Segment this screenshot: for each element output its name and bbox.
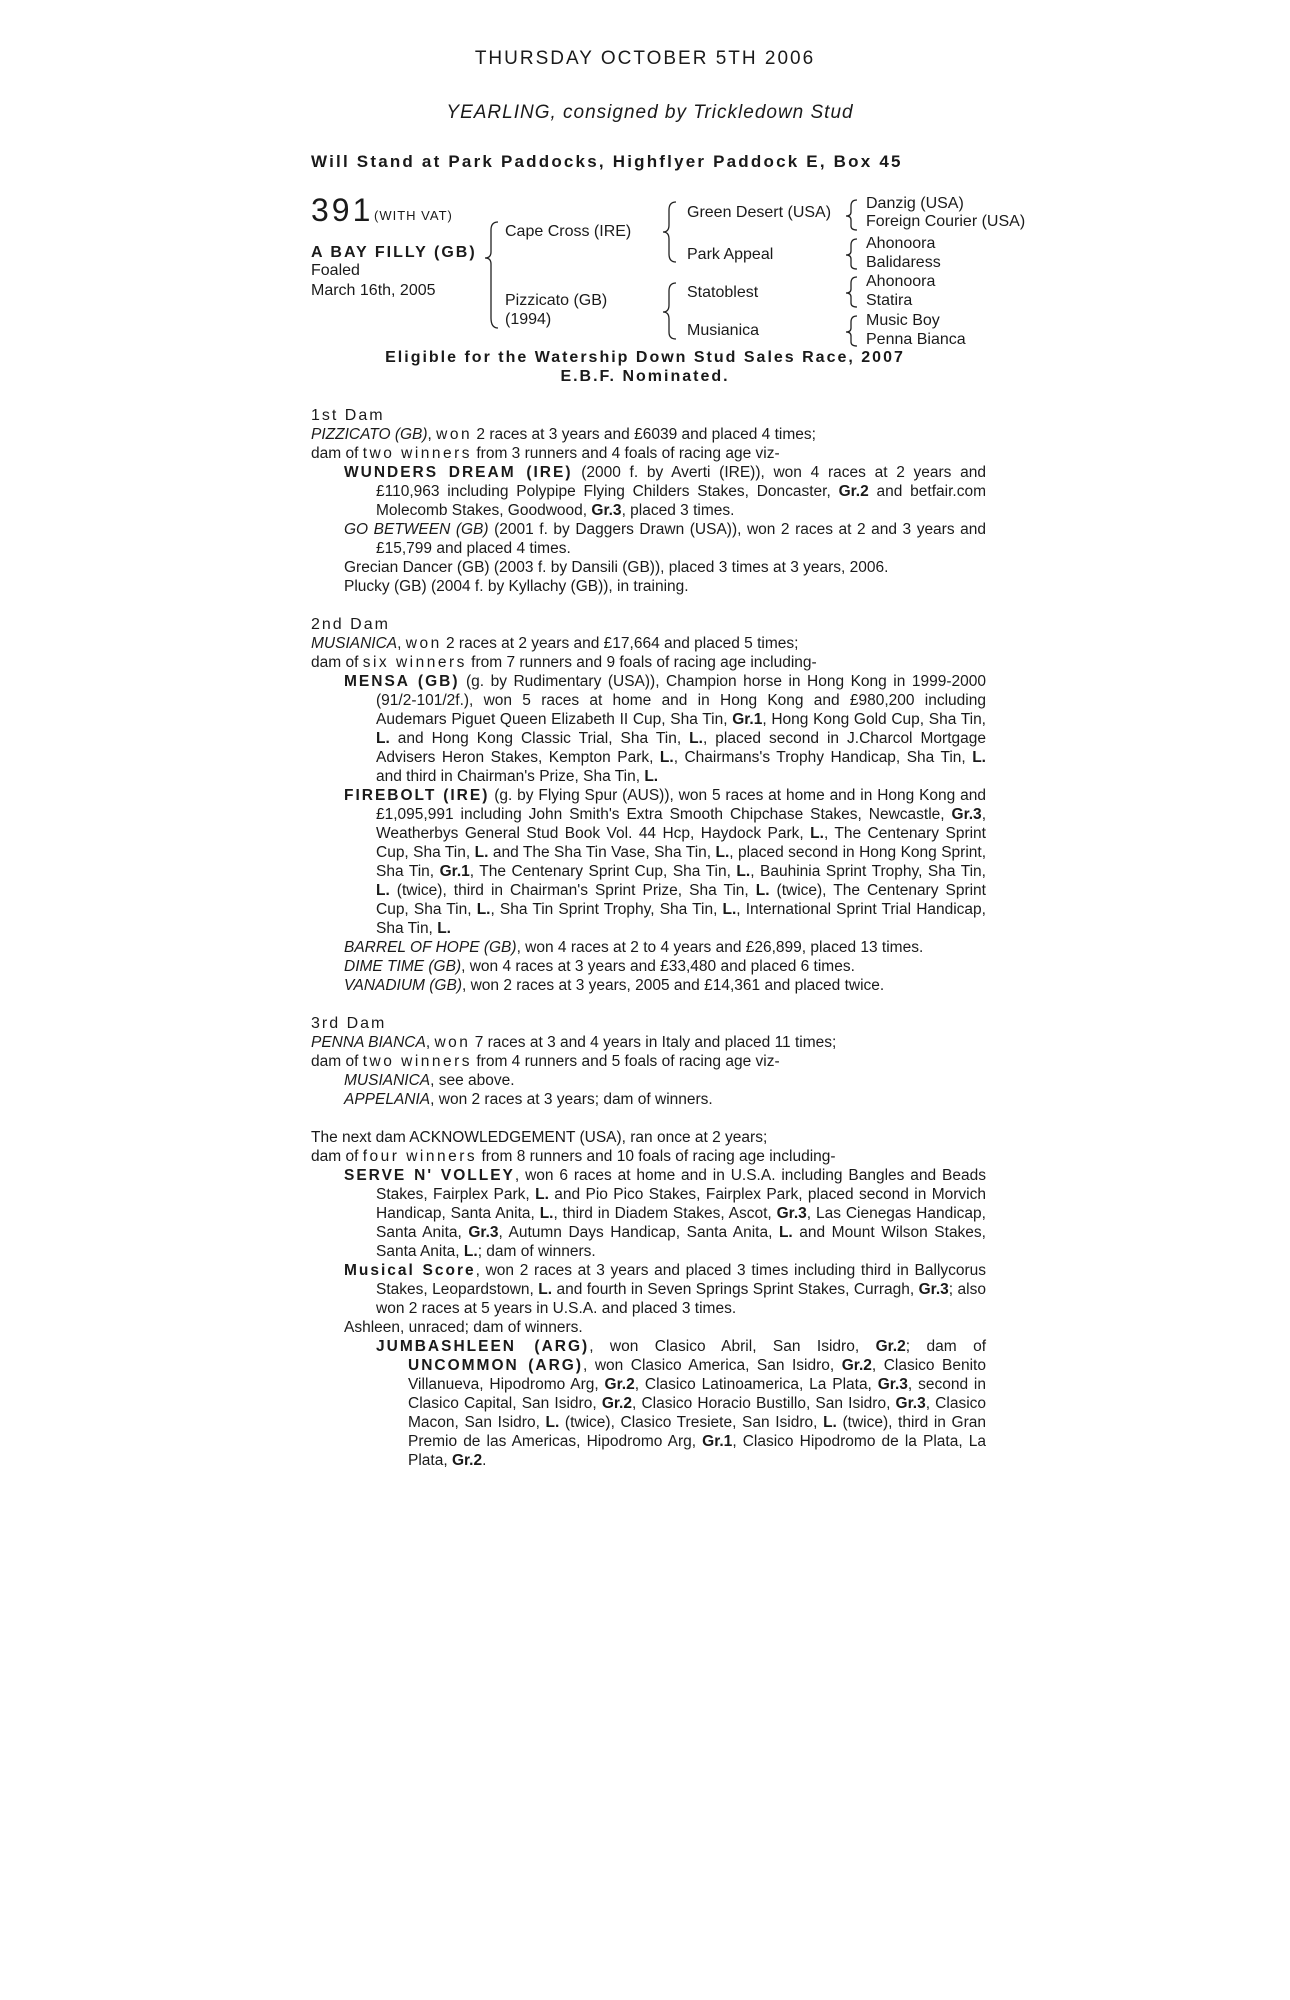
progeny-entry: MENSA (GB) (g. by Rudimentary (USA)), Champion horse in Hong Kong in 1999-2000 (91/2-101/2f.), won 5 races at home and in Hong Kong and £980,200 including Audemars Piguet Queen Elizabeth II Cup, Sha Tin, Gr.1, Hong Kong Gold Cup, Sha Tin, L. and Hong Kong Classic Trial, Sha Tin, L., placed second in J.Charcol Mortgage Advisers Heron Stakes, Kempton Park, L., Chairmans's Trophy Handicap, Sha Tin, L. and third in Chairman's Prize, Sha Tin, L. (344, 673, 987, 785)
eligibility (0, 348, 1290, 386)
pedigree-dsd: Statira (866, 292, 913, 309)
pedigree-sire-sire: Green Desert (USA) (687, 204, 832, 221)
progeny-entry: Plucky (GB) (2004 f. by Kyllachy (GB)), in training. (344, 578, 689, 595)
eligibility-race: Eligible for the Watership Down Stud Sales Race, 2007 (385, 349, 905, 366)
vat-note: (WITH VAT) (374, 208, 453, 223)
pedigree-dam: Pizzicato (GB) (505, 292, 608, 309)
second-dam-heading: 2nd Dam (311, 616, 390, 633)
third-dam-produce-summary: dam of two winners from 4 runners and 5 foals of racing age viz- (311, 1053, 780, 1070)
consignment-line: YEARLING, consigned by Trickledown Stud (446, 102, 854, 123)
progeny-entry: VANADIUM (GB), won 2 races at 3 years, 2005 and £14,361 and placed twice. (344, 977, 885, 994)
pedigree-dam-sire: Statoblest (687, 284, 759, 301)
pedigree-sss: Danzig (USA) (866, 195, 964, 212)
third-dam-record: PENNA BIANCA, won 7 races at 3 and 4 years in Italy and placed 11 times; (311, 1034, 837, 1051)
foaled-label: Foaled (311, 262, 360, 279)
ebf-nominated: E.B.F. Nominated. (560, 368, 730, 385)
second-dam-produce-summary: dam of six winners from 7 runners and 9 foals of racing age including- (311, 654, 817, 671)
progeny-entry: JUMBASHLEEN (ARG), won Clasico Abril, San Isidro, Gr.2; dam of UNCOMMON (ARG), won Clasico America, San Isidro, Gr.2, Clasico Benito Villanueva, Hipodromo Arg, Gr.2, Clasico Latinoamerica, La Plata, Gr.3, second in Clasico Capital, San Isidro, Gr.2, Clasico Horacio Bustillo, San Isidro, Gr.3, Clasico Macon, San Isidro, L. (twice), Clasico Tresiete, San Isidro, L. (twice), third in Gran Premio de las Americas, Hipodromo Arg, Gr.1, Clasico Hipodromo de la Plata, La Plata, Gr.2. (376, 1338, 987, 1469)
pedigree-sdd: Balidaress (866, 254, 941, 271)
progeny-entry: GO BETWEEN (GB) (2001 f. by Daggers Drawn (USA)), won 2 races at 2 and 3 years and £15,799 and placed 4 times. (344, 521, 986, 557)
progeny-entry: Musical Score, won 2 races at 3 years and placed 3 times including third in Ballycorus Stakes, Leopardstown, L. and fourth in Seven Springs Sprint Stakes, Curragh, Gr.3; also won 2 races at 5 years in U.S.A. and placed 3 times. (344, 1262, 986, 1317)
pedigree-braces (0, 0, 1290, 360)
progeny-entry: APPELANIA, won 2 races at 3 years; dam of winners. (344, 1091, 713, 1108)
first-dam-heading: 1st Dam (311, 407, 385, 424)
stand-location: Will Stand at Park Paddocks, Highflyer Paddock E, Box 45 (311, 152, 903, 171)
second-dam-record: MUSIANICA, won 2 races at 2 years and £17,664 and placed 5 times; (311, 635, 799, 652)
progeny-entry: FIREBOLT (IRE) (g. by Flying Spur (AUS)), won 5 races at home and in Hong Kong and £1,095,991 including John Smith's Extra Smooth Chipchase Stakes, Newcastle, Gr.3, Weatherbys General Stud Book Vol. 44 Hcp, Haydock Park, L., The Centenary Sprint Cup, Sha Tin, L. and The Sha Tin Vase, Sha Tin, L., placed second in Hong Kong Sprint, Sha Tin, Gr.1, The Centenary Sprint Cup, Sha Tin, L., Bauhinia Sprint Trophy, Sha Tin, L. (twice), third in Chairman's Sprint Prize, Sha Tin, L. (twice), The Centenary Sprint Cup, Sha Tin, L., Sha Tin Sprint Trophy, Sha Tin, L., International Sprint Trial Handicap, Sha Tin, L. (344, 787, 987, 937)
progeny-entry: WUNDERS DREAM (IRE) (2000 f. by Averti (IRE)), won 4 races at 2 years and £110,963 including Polypipe Flying Childers Stakes, Doncaster, Gr.2 and betfair.com Molecomb Stakes, Goodwood, Gr.3, placed 3 times. (344, 464, 987, 519)
pedigree-sire-dam: Park Appeal (687, 246, 774, 263)
pedigree-dss: Ahonoora (866, 273, 936, 290)
foaled-date: March 16th, 2005 (311, 282, 436, 299)
horse-name: A BAY FILLY (GB) (311, 244, 477, 261)
pedigree-dam-year: (1994) (505, 311, 552, 328)
pedigree-sire: Cape Cross (IRE) (505, 223, 632, 240)
progeny-entry: DIME TIME (GB), won 4 races at 3 years and £33,480 and placed 6 times. (344, 958, 855, 975)
pedigree-dam-dam: Musianica (687, 322, 760, 339)
sale-date: THURSDAY OCTOBER 5TH 2006 (474, 48, 816, 69)
lot-number: 391 (311, 192, 374, 228)
pedigree-ssd: Foreign Courier (USA) (866, 213, 1026, 230)
third-dam-heading: 3rd Dam (311, 1015, 387, 1032)
first-dam-produce-summary: dam of two winners from 3 runners and 4 foals of racing age viz- (311, 445, 780, 462)
pedigree-sds: Ahonoora (866, 235, 936, 252)
first-dam-record: PIZZICATO (GB), won 2 races at 3 years and £6039 and placed 4 times; (311, 426, 816, 443)
progeny-entry: SERVE N' VOLLEY, won 6 races at home and in U.S.A. including Bangles and Beads Stakes, Fairplex Park, L. and Pio Pico Stakes, Fairplex Park, placed second in Morvich Handicap, Santa Anita, L., third in Diadem Stakes, Ascot, Gr.3, Las Cienegas Handicap, Santa Anita, Gr.3, Autumn Days Handicap, Santa Anita, L. and Mount Wilson Stakes, Santa Anita, L.; dam of winners. (344, 1167, 986, 1260)
progeny-entry: MUSIANICA, see above. (344, 1072, 515, 1089)
progeny-entry: BARREL OF HOPE (GB), won 4 races at 2 to 4 years and £26,899, placed 13 times. (344, 939, 924, 956)
progeny-entry: Ashleen, unraced; dam of winners. (344, 1319, 583, 1336)
pedigree-dds: Music Boy (866, 312, 940, 329)
pedigree-ddd: Penna Bianca (866, 331, 966, 348)
next-dam-record: The next dam ACKNOWLEDGEMENT (USA), ran once at 2 years; (311, 1129, 768, 1146)
next-dam-produce-summary: dam of four winners from 8 runners and 10 foals of racing age including- (311, 1148, 836, 1165)
progeny-entry: Grecian Dancer (GB) (2003 f. by Dansili (GB)), placed 3 times at 3 years, 2006. (344, 559, 889, 576)
produce-record (311, 406, 986, 1470)
